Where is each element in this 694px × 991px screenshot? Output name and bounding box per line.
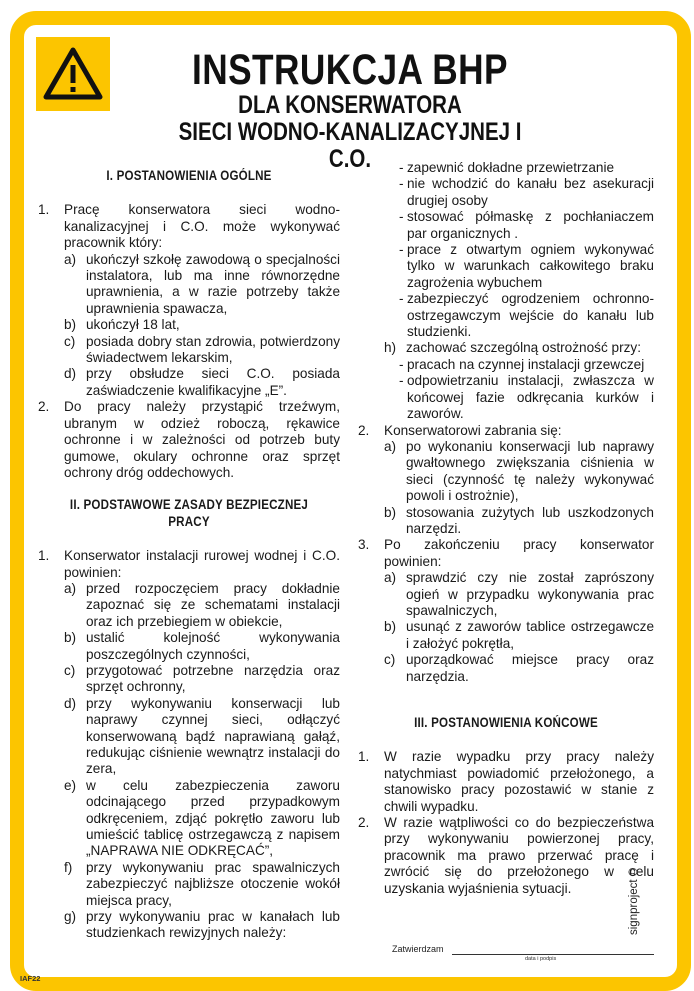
sub-item: a) ukończył szkołę zawodową o specjalności instalatora, lub ma inne równorzędne uprawnienia, a w razie potrzeby także uprawnienia spawacza, — [64, 251, 340, 316]
list-item: 3. Po zakończeniu pracy konserwator powinien: — [358, 537, 654, 569]
section-2-title: II. PODSTAWOWE ZASADY BEZPIECZNEJ PRACY — [69, 497, 309, 529]
list-item: 2. W razie wątpliwości co do bezpieczeństwa przy wykonywaniu powierzonej pracy, pracownik ma prawo przerwać pracę i zwrócić się do przełożonego w celu uzyskania wyjaśnienia sytuacji. — [358, 815, 654, 896]
sub-item: a) sprawdzić czy nie został zaprószony ogień w przypadku wykonywania prac spawalniczych, — [384, 570, 654, 618]
right-column — [358, 160, 654, 897]
title-subtitle-2: SIECI WODNO-KANALIZACYJNEJ I C.O. — [178, 118, 522, 173]
signature-line — [452, 954, 654, 955]
title-subtitle: DLA KONSERWATORA — [238, 91, 462, 119]
list-item: 2. Do pracy należy przystąpić trzeźwym, ubranym w odzież roboczą, rękawice ochronne i w zależności od potrzeb buty gumowe, okulary ochronne oraz sprzęt ochrony dróg oddechowych. — [38, 399, 340, 480]
sign-title — [161, 48, 538, 173]
list-item-text: Pracę konserwatora sieci wodno-kanalizacyjnej i C.O. może wykonywać pracownik który: — [64, 202, 340, 251]
list-item: 1. Pracę konserwatora sieci wodno-kanalizacyjnej i C.O. może wykonywać pracownik który: — [38, 202, 340, 251]
dash-item: - stosować półmaskę z pochłaniaczem par organicznych . — [399, 209, 654, 241]
dash-item: - pracach na czynnej instalacji grzewczej — [399, 356, 645, 372]
section-3-title: III. POSTANOWIENIA KOŃCOWE — [414, 715, 598, 730]
approve-sublabel: data i podpis — [525, 956, 557, 962]
sub-item: d) przy obsłudze sieci C.O. posiada zaświadczenie kwalifikacyjne „E”. — [64, 366, 340, 398]
title-main: INSTRUKCJA BHP — [192, 46, 508, 94]
sub-item: c) przygotować potrzebne narzędzia oraz sprzęt ochronny, — [64, 662, 340, 695]
sub-item: b) stosowania zużytych lub uszkodzonych narzędzi. — [384, 504, 654, 536]
list-item: 1. W razie wypadku przy pracy należy natychmiast powiadomić przełożonego, a stanowisko pracy pozostawić w stanie z chwili wypadku. — [358, 749, 654, 814]
left-column — [38, 168, 340, 942]
sign-code: IAF22 — [20, 974, 41, 983]
section-1-title: I. POSTANOWIENIA OGÓLNE — [106, 168, 272, 183]
warning-sign — [36, 37, 110, 111]
sub-item: f) przy wykonywaniu prac spawalniczych zabezpieczyć najbliższe otoczenie wokół miejsca pracy, — [64, 859, 340, 908]
sub-item: c) posiada dobry stan zdrowia, potwierdzony świadectwem lekarskim, — [64, 333, 340, 366]
dash-item: - prace z otwartym ogniem wykonywać tylko w warunkach całkowitego braku zagrożenia wybuchem — [399, 242, 654, 290]
sub-item: e) w celu zabezpieczenia zaworu odcinającego przed przypadkowym odkręceniem, zdjąć pokrętło zaworu lub umieścić tablicę ostrzegawczą z napisem „NAPRAWA NIE ODKRĘCAĆ”, — [64, 777, 340, 859]
sub-item: d) przy wykonywaniu konserwacji lub naprawy czynnej sieci, odłączyć konserwowaną bądź naprawianą gałąź, redukując ciśnienie wewnątrz instalacji do zera, — [64, 695, 340, 777]
dash-item: - zapewnić dokładne przewietrzanie — [399, 160, 615, 175]
sub-item: a) po wykonaniu konserwacji lub naprawy gwałtownego zwiększania ciśnienia w sieci (czynność tę należy wykonywać powoli i ostrożnie), — [384, 438, 654, 504]
sub-item: c) uporządkować miejsce pracy oraz narzędzia. — [384, 652, 654, 684]
list-item: 2. Konserwatorowi zabrania się: — [358, 422, 562, 438]
sub-item: b) ustalić kolejność wykonywania poszczególnych czynności, — [64, 630, 340, 662]
sub-item: h) zachować szczególną ostrożność przy: — [384, 340, 641, 356]
list-item: 1. Konserwator instalacji rurowej wodnej i C.O. powinien: — [38, 548, 340, 580]
sub-item: g) przy wykonywaniu prac w kanałach lub studzienkach rewizyjnych należy: — [64, 909, 340, 941]
approve-label: Zatwierdzam — [392, 944, 444, 954]
sub-item: a) przed rozpoczęciem pracy dokładnie zapoznać się ze schematami instalacji oraz ich przebiegiem w obiekcie, — [64, 580, 340, 629]
sub-item: b) usunąć z zaworów tablice ostrzegawcze i założyć pokrętła, — [384, 619, 654, 651]
warning-triangle-icon — [43, 47, 103, 101]
brand-label: signproject © — [628, 867, 640, 935]
dash-item: - zabezpieczyć ogrodzeniem ochronno-ostrzegawczym wejście do kanału lub studzienki. — [399, 291, 654, 340]
dash-item: - odpowietrzaniu instalacji, zwłaszcza w końcowej fazie odkręcania kurków i zaworów. — [399, 373, 654, 422]
sub-item: b) ukończył 18 lat, — [64, 317, 180, 333]
dash-item: - nie wchodzić do kanału bez asekuracji drugiej osoby — [399, 176, 654, 208]
